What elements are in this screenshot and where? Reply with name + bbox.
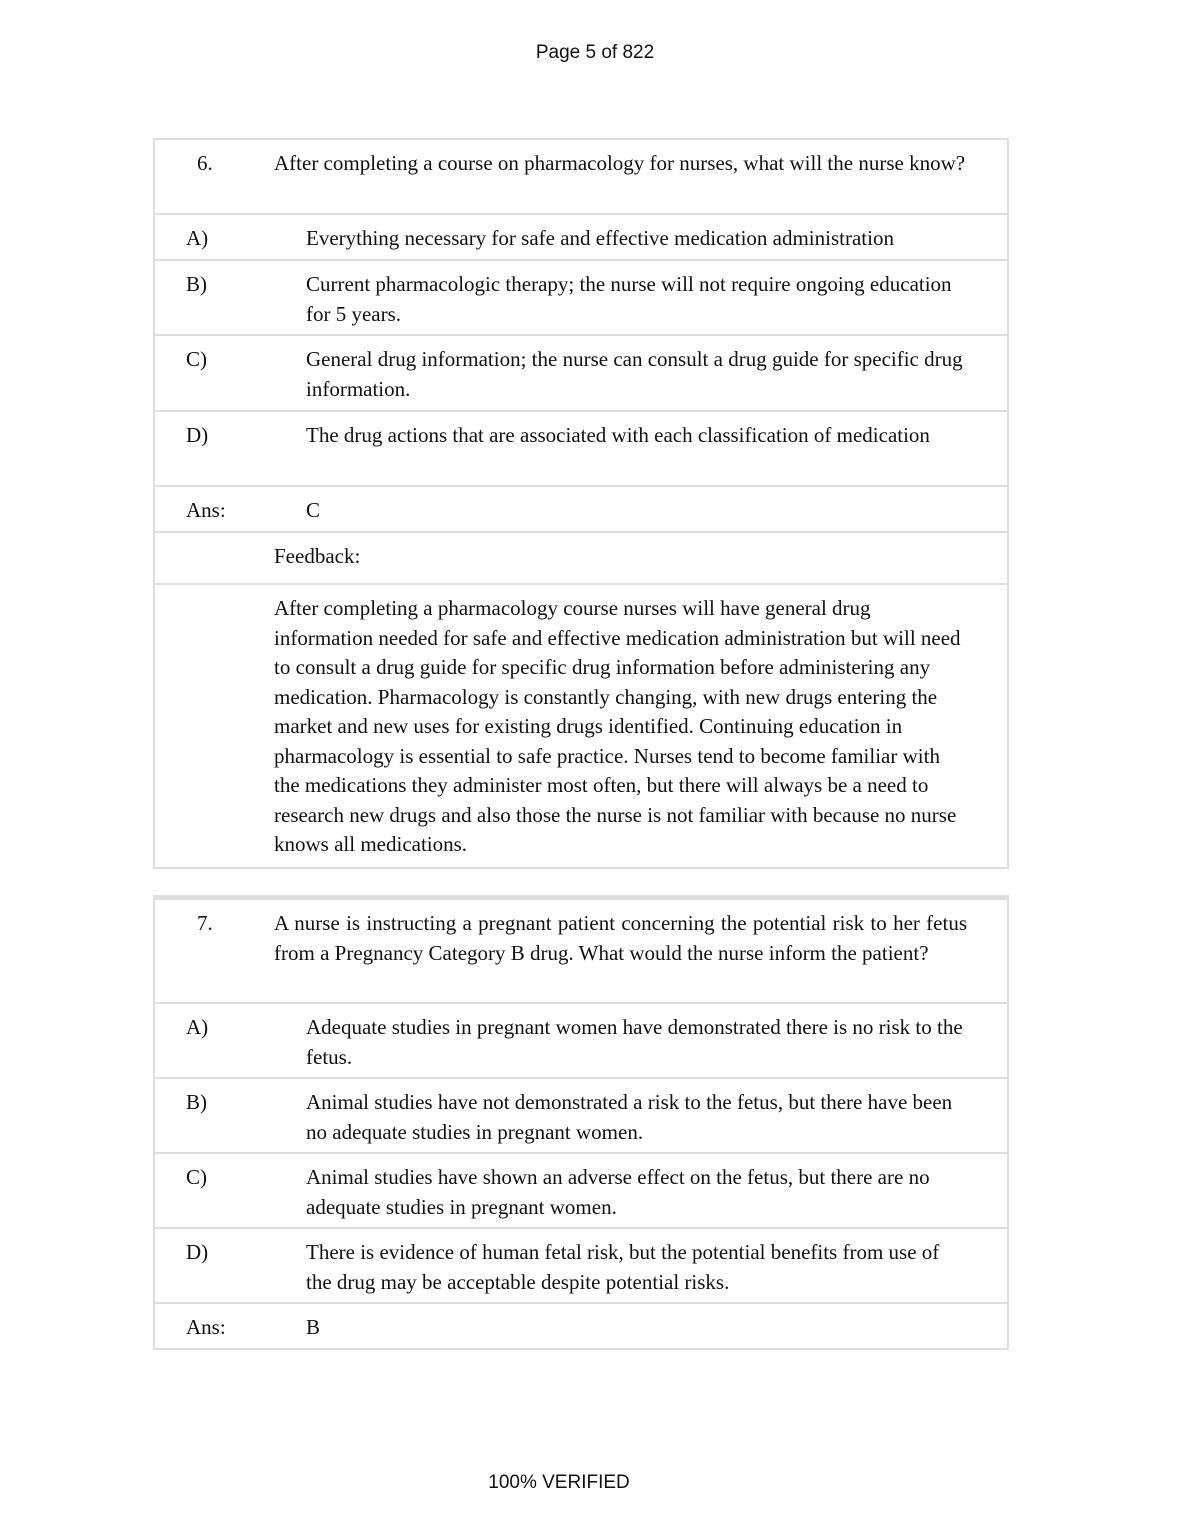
feedback-label-row — [155, 533, 1007, 585]
option-label: A) — [186, 226, 209, 250]
answer-value: C — [306, 498, 321, 522]
option-label: D) — [186, 423, 209, 447]
feedback-text: After completing a pharmacology course nurses will have general drug information needed for safe and effective medication administration but will need to consult a drug guide for specific drug information before administering any medication. Pharmacology is constantly changing, with new drugs entering the market and new uses for existing drugs identified. Continuing education in pharmacology is essential to safe practice. Nurses tend to become familiar with the medications they administer most often, but there will always be a need to research new drugs and also those the nurse is not familiar with because no nurse knows all medications. — [274, 596, 961, 856]
option-row-c — [155, 336, 1007, 412]
question-number: 7. — [197, 911, 213, 935]
feedback-label: Feedback: — [274, 544, 361, 568]
option-label: B) — [186, 272, 207, 296]
feedback-row — [155, 585, 1007, 867]
page-indicator: Page 5 of 822 — [535, 42, 655, 63]
answer-label: Ans: — [186, 1315, 226, 1339]
option-label: C) — [186, 1165, 207, 1189]
option-text: General drug information; the nurse can consult a drug guide for specific drug information. — [306, 347, 963, 401]
option-row-b — [155, 1079, 1007, 1154]
option-row-a — [155, 215, 1007, 261]
option-text: Animal studies have shown an adverse effect on the fetus, but there are no adequate studies in pregnant women. — [306, 1165, 930, 1219]
option-label: A) — [186, 1015, 209, 1039]
option-row-d — [155, 1229, 1007, 1304]
answer-label: Ans: — [186, 498, 226, 522]
answer-row — [155, 487, 1007, 533]
answer-value: B — [306, 1315, 321, 1339]
option-text: There is evidence of human fetal risk, but the potential benefits from use of the drug may be acceptable despite potential risks. — [306, 1240, 940, 1294]
verified-footer: 100% VERIFIED — [488, 1472, 630, 1493]
question-stem: A nurse is instructing a pregnant patient concerning the potential risk to her fetus from a Pregnancy Category B drug. What would the nurse inform the patient? — [274, 911, 967, 965]
option-text: Everything necessary for safe and effective medication administration — [306, 226, 894, 250]
answer-row — [155, 1304, 1007, 1348]
question-6-stem-row — [155, 140, 1007, 215]
option-text: The drug actions that are associated with each classification of medication — [306, 423, 930, 447]
question-number: 6. — [197, 151, 213, 175]
option-row-a — [155, 1004, 1007, 1079]
option-text: Animal studies have not demonstrated a risk to the fetus, but there have been no adequate studies in pregnant women. — [306, 1090, 953, 1144]
option-label: C) — [186, 347, 207, 371]
option-text: Adequate studies in pregnant women have demonstrated there is no risk to the fetus. — [306, 1015, 963, 1069]
question-6-table — [153, 138, 1009, 869]
option-row-d — [155, 412, 1007, 487]
option-row-b — [155, 261, 1007, 336]
option-label: D) — [186, 1240, 209, 1264]
question-7-stem-row — [155, 900, 1007, 1004]
option-row-c — [155, 1154, 1007, 1229]
question-7-table — [153, 895, 1009, 1350]
question-stem: After completing a course on pharmacology for nurses, what will the nurse know? — [274, 151, 966, 175]
option-text: Current pharmacologic therapy; the nurse will not require ongoing education for 5 years. — [306, 272, 952, 326]
option-label: B) — [186, 1090, 207, 1114]
